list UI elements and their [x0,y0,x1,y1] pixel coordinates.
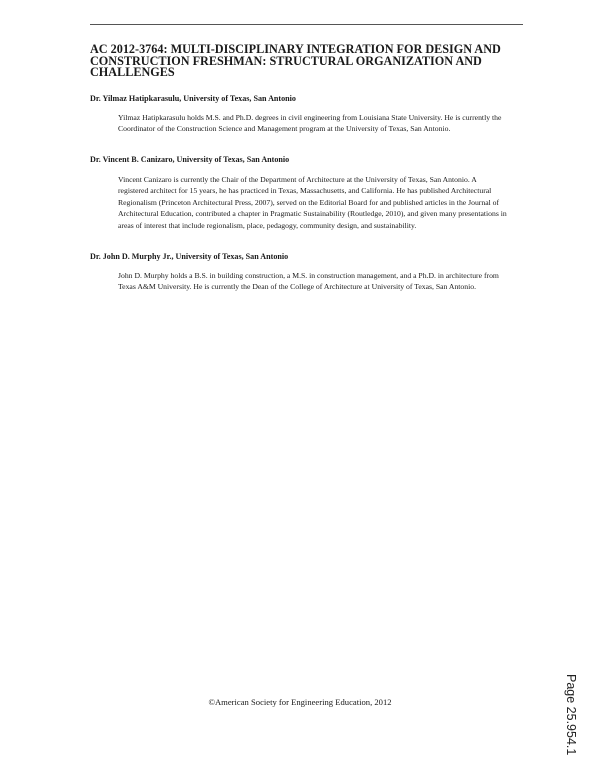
top-rule [90,24,523,25]
author-heading-3: Dr. John D. Murphy Jr., University of Texas, San Antonio [90,252,289,261]
page-number-stamp: Page 25.954.1 [564,674,578,756]
author-heading-1: Dr. Yilmaz Hatipkarasulu, University of Texas, San Antonio [90,94,296,103]
author-bio-3: John D. Murphy holds a B.S. in building construction, a M.S. in construction management, and a Ph.D. in architecture from Texas A&M University. He is currently the Dean of the College of Architecture at University of Texas, San Antonio. [118,271,499,292]
paper-title: AC 2012-3764: MULTI-DISCIPLINARY INTEGRATION FOR DESIGN AND CONSTRUCTION FRESHMAN: STRUCTURAL ORGANIZATION AND CHALLENGES [90,42,501,79]
author-bio-1: Yilmaz Hatipkarasulu holds M.S. and Ph.D. degrees in civil engineering from Louisiana State University. He is currently the Coordinator of the Construction Science and Management program at the University of Texas, San Antonio. [118,113,502,134]
copyright-footer: ©American Society for Engineering Education, 2012 [208,697,392,707]
author-heading-2: Dr. Vincent B. Canizaro, University of Texas, San Antonio [90,155,290,164]
author-bio-2: Vincent Canizaro is currently the Chair of the Department of Architecture at the University of Texas, San Antonio. A registered architect for 15 years, he has practiced in Texas, Massachusetts, and California. He has published Architectural Regionalism (Princeton Architectural Press, 2007), served on the Editorial Board for and published articles in the Journal of Architectural Education, contributed a chapter in Pragmatic Sustainability (Routledge, 2010), and given many presentations in areas of interest that include regionalism, place, pedagogy, community design, and sustainability. [118,175,507,230]
